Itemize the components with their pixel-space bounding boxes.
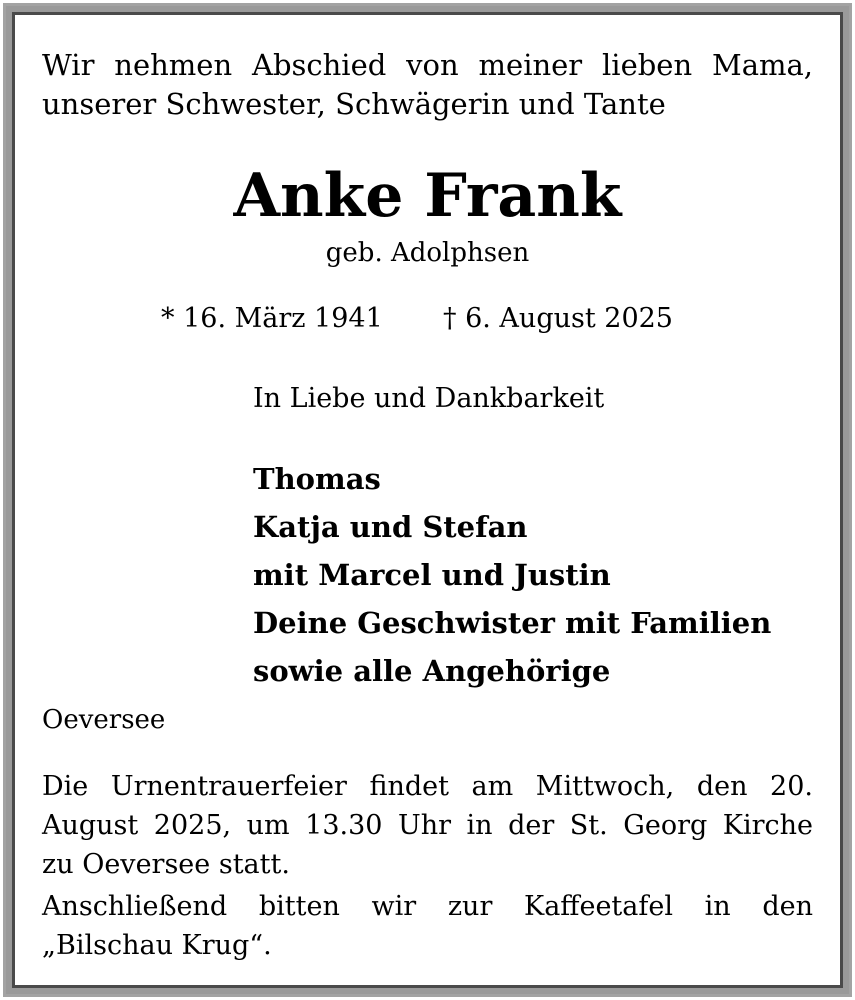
death-date: † 6. August 2025	[443, 303, 673, 334]
ceremony-line-1: Die Urnentrauerfeier findet am Mittwoch, den 20.	[42, 771, 813, 802]
outer-frame	[3, 3, 852, 997]
mourner-item: sowie alle Angehörige	[253, 654, 611, 688]
mourner-item: Deine Geschwister mit Familien	[253, 606, 772, 640]
intro-line-1: Wir nehmen Abschied von meiner lieben Mama,	[42, 48, 813, 82]
mourner-item: Thomas	[253, 462, 381, 496]
intro-text	[42, 46, 813, 124]
reception-line-1: Anschließend bitten wir zur Kaffeetafel in den	[42, 891, 813, 922]
intro-line-2: unserer Schwester, Schwägerin und Tante	[42, 87, 666, 121]
birth-name: geb. Adolphsen	[325, 238, 530, 268]
place-name: Oeversee	[42, 705, 166, 735]
mourners-list	[253, 455, 771, 695]
deceased-name: Anke Frank	[233, 161, 622, 231]
ceremony-line-3: zu Oeversee statt.	[42, 849, 290, 880]
mourner-item: Katja und Stefan	[253, 510, 528, 544]
obituary-notice	[12, 12, 843, 988]
mourner-item: mit Marcel und Justin	[253, 558, 611, 592]
birth-date: * 16. März 1941	[161, 303, 383, 334]
reception-line-2: „Bilschau Krug“.	[42, 930, 272, 961]
tribute-line: In Liebe und Dankbarkeit	[253, 383, 605, 414]
ceremony-line-2: August 2025, um 13.30 Uhr in der St. Georg Kirche	[42, 810, 813, 841]
reception-paragraph	[42, 887, 813, 965]
ceremony-paragraph	[42, 767, 813, 884]
